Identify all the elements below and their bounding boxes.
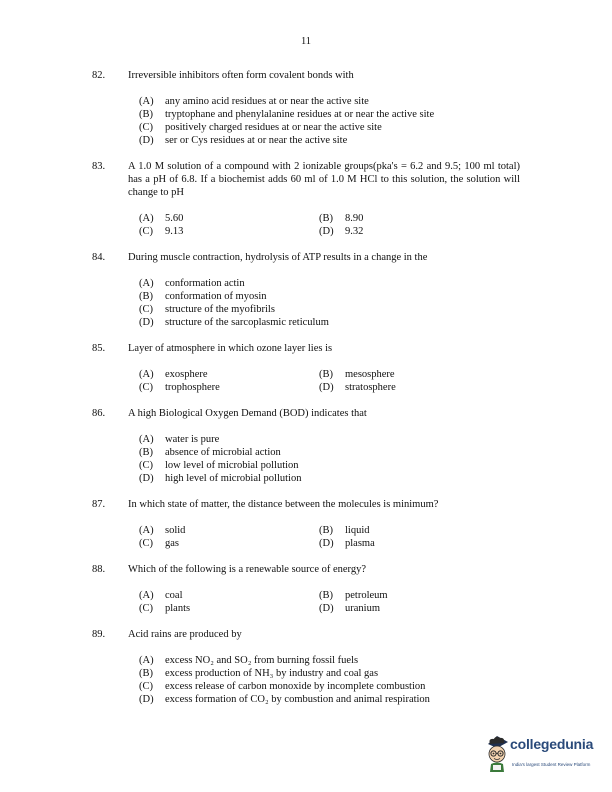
option-b: (B) conformation of myosin (139, 291, 267, 302)
question-number: 82. (92, 70, 106, 81)
question-number: 86. (92, 408, 106, 419)
option-list (139, 654, 430, 706)
option-list (139, 368, 539, 394)
page-number: 11 (300, 36, 312, 47)
option-c: (C) structure of the myofibrils (139, 304, 275, 315)
option-c: (C) plants (139, 603, 191, 614)
option-a: (A) exosphere (139, 369, 208, 380)
question-text: In which state of matter, the distance between the molecules is minimum? (128, 499, 439, 510)
option-a: (A) any amino acid residues at or near the active site (139, 96, 369, 107)
option-b: (B) absence of microbial action (139, 447, 281, 458)
question-text: Layer of atmosphere in which ozone layer lies is (128, 343, 333, 354)
question-number: 85. (92, 343, 106, 354)
option-b: (B) petroleum (319, 590, 388, 601)
option-list (139, 589, 539, 615)
option-b: (B) tryptophane and phenylalanine residues at or near the active site (139, 109, 435, 120)
question-text: Acid rains are produced by (128, 629, 242, 640)
option-d: (D) plasma (319, 538, 375, 549)
student-mascot-icon (484, 734, 510, 774)
logo-name: collegedunia (510, 736, 594, 752)
question-number: 84. (92, 252, 106, 263)
option-b: (B) liquid (319, 525, 370, 536)
option-c: (C) positively charged residues at or near the active site (139, 122, 382, 133)
collegedunia-logo (484, 732, 604, 777)
option-c: (C) excess release of carbon monoxide by incomplete combustion (139, 681, 426, 692)
option-d: (D) uranium (319, 603, 380, 614)
option-c: (C) low level of microbial pollution (139, 460, 299, 471)
option-b: (B) mesosphere (319, 369, 395, 380)
option-a: (A) solid (139, 525, 186, 536)
option-d: (D) excess formation of CO₂ by combustion and animal respiration (139, 694, 430, 705)
option-a: (A) 5.60 (139, 213, 184, 224)
option-d: (D) stratosphere (319, 382, 396, 393)
option-d: (D) 9.32 (319, 226, 364, 237)
option-b: (B) 8.90 (319, 213, 364, 224)
option-d: (D) high level of microbial pollution (139, 473, 302, 484)
option-c: (C) 9.13 (139, 226, 184, 237)
question-number: 88. (92, 564, 106, 575)
option-a: (A) coal (139, 590, 183, 601)
question-text: A high Biological Oxygen Demand (BOD) indicates that (128, 408, 367, 419)
question-number: 87. (92, 499, 106, 510)
option-list (139, 95, 434, 147)
question-number: 83. (92, 161, 106, 172)
question-text: Irreversible inhibitors often form covalent bonds with (128, 70, 354, 81)
option-a: (A) water is pure (139, 434, 220, 445)
logo-tagline: India's largest Student Review Platform (512, 762, 591, 767)
option-a: (A) excess NO₂ and SO₂ from burning fossil fuels (139, 655, 359, 666)
option-list (139, 433, 301, 485)
question-text: Which of the following is a renewable source of energy? (128, 564, 367, 575)
option-b: (B) excess production of NH₃ by industry and coal gas (139, 668, 379, 679)
option-c: (C) gas (139, 538, 179, 549)
option-d: (D) ser or Cys residues at or near the active site (139, 135, 348, 146)
question-text: During muscle contraction, hydrolysis of ATP results in a change in the (128, 252, 428, 263)
question-number: 89. (92, 629, 106, 640)
question-text: A 1.0 M solution of a compound with 2 ionizable groups(pka's = 6.2 and 9.5; 100 ml total) has a pH of 6.8. If a biochemist adds 60 ml of 1.0 M HCl to this solution, the solution will change to pH (128, 161, 520, 198)
option-a: (A) conformation actin (139, 278, 245, 289)
option-list (139, 277, 329, 329)
option-c: (C) trophosphere (139, 382, 220, 393)
option-list (139, 524, 539, 550)
option-d: (D) structure of the sarcoplasmic reticulum (139, 317, 329, 328)
option-list (139, 212, 539, 238)
